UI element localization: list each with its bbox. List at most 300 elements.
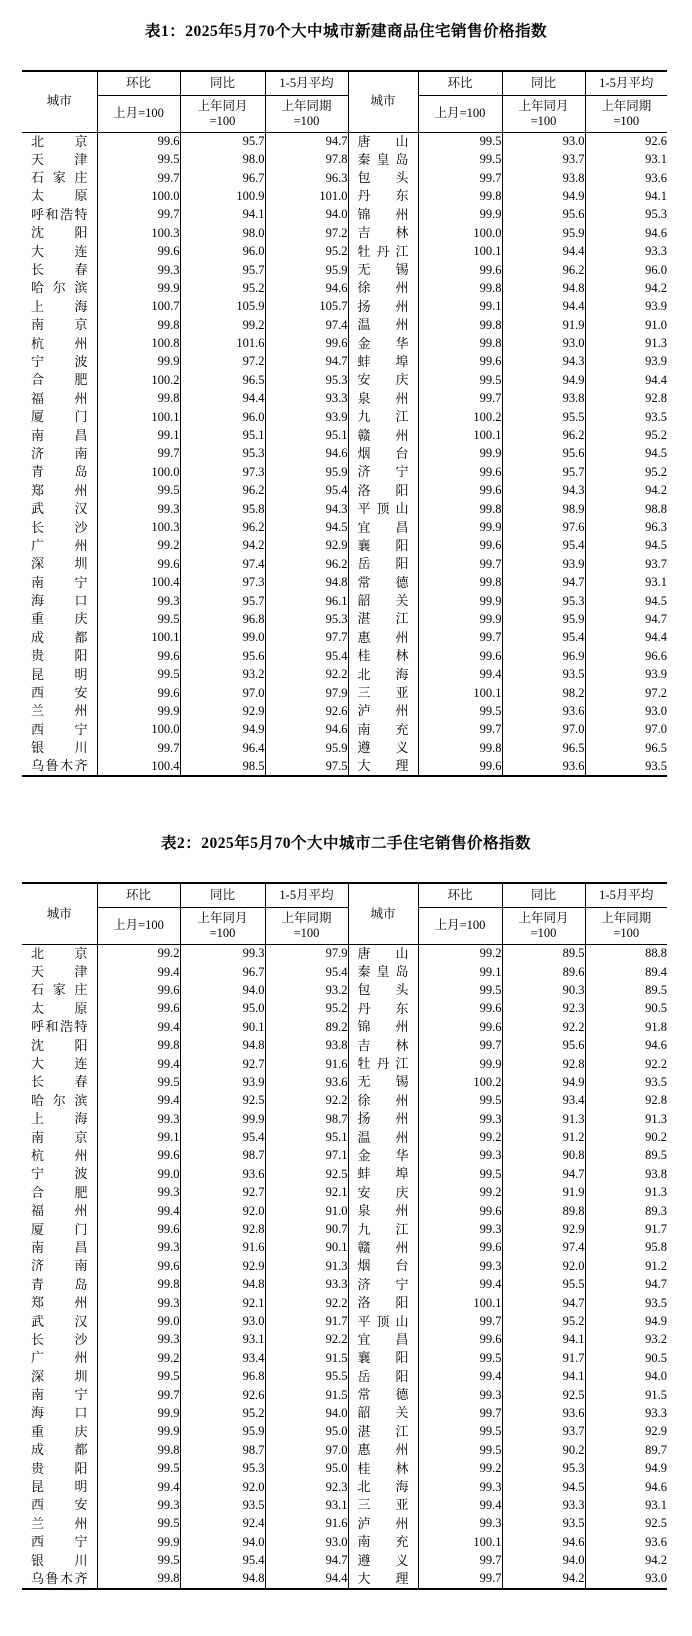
index-value: 95.1 bbox=[180, 426, 265, 444]
index-value: 100.4 bbox=[97, 573, 180, 591]
index-value: 93.1 bbox=[585, 1496, 667, 1514]
index-value: 99.2 bbox=[418, 1459, 502, 1477]
city-name: 锦 州 bbox=[348, 1018, 418, 1036]
city-name: 安 庆 bbox=[348, 1184, 418, 1202]
index-value: 91.0 bbox=[585, 316, 667, 334]
col-header-yoy: 同比 bbox=[502, 883, 585, 907]
index-value: 99.3 bbox=[97, 1331, 180, 1349]
table-row bbox=[22, 629, 667, 647]
city-name: 武 汉 bbox=[31, 1313, 88, 1329]
index-value: 95.3 bbox=[180, 1459, 265, 1477]
table-row bbox=[22, 1478, 667, 1496]
table-row bbox=[22, 981, 667, 999]
index-value: 94.8 bbox=[502, 279, 585, 297]
index-value: 91.3 bbox=[265, 1257, 348, 1275]
city-name: 温 州 bbox=[348, 1128, 418, 1146]
city-name: 太 原 bbox=[31, 1000, 88, 1016]
index-value: 99.5 bbox=[97, 1367, 180, 1385]
index-value: 95.4 bbox=[502, 629, 585, 647]
index-value: 95.1 bbox=[265, 1128, 348, 1146]
index-value: 91.5 bbox=[265, 1349, 348, 1367]
index-value: 96.4 bbox=[180, 739, 265, 757]
col-subheader-mom-base: 上月=100 bbox=[418, 907, 502, 944]
index-value: 94.7 bbox=[502, 1165, 585, 1183]
index-value: 99.3 bbox=[97, 1110, 180, 1128]
index-value: 99.5 bbox=[97, 1515, 180, 1533]
index-value: 96.2 bbox=[502, 426, 585, 444]
index-value: 99.5 bbox=[97, 1551, 180, 1569]
index-value: 93.9 bbox=[502, 555, 585, 573]
index-value: 93.0 bbox=[265, 1533, 348, 1551]
index-value: 93.0 bbox=[502, 334, 585, 352]
index-value: 99.7 bbox=[418, 1404, 502, 1422]
index-value: 99.4 bbox=[97, 1478, 180, 1496]
city-name: 三 亚 bbox=[348, 684, 418, 702]
index-value: 95.9 bbox=[265, 739, 348, 757]
city-name: 烟 台 bbox=[348, 445, 418, 463]
table-row bbox=[22, 702, 667, 720]
index-value: 93.5 bbox=[180, 1496, 265, 1514]
index-value: 95.3 bbox=[502, 1459, 585, 1477]
index-value: 89.6 bbox=[502, 963, 585, 981]
table-row bbox=[22, 1404, 667, 1422]
index-value: 99.9 bbox=[418, 206, 502, 224]
index-value: 100.0 bbox=[418, 224, 502, 242]
index-value: 95.0 bbox=[180, 1000, 265, 1018]
city-name: 韶 关 bbox=[348, 1404, 418, 1422]
index-value: 93.9 bbox=[265, 408, 348, 426]
city-name: 大 连 bbox=[31, 243, 88, 259]
second-hand-price-table bbox=[22, 882, 667, 1589]
index-value: 94.2 bbox=[585, 482, 667, 500]
index-value: 99.7 bbox=[418, 555, 502, 573]
table-row bbox=[22, 169, 667, 187]
index-value: 88.8 bbox=[585, 944, 667, 963]
subheader-line: =100 bbox=[209, 113, 236, 128]
index-value: 99.3 bbox=[97, 261, 180, 279]
index-value: 96.2 bbox=[180, 482, 265, 500]
city-name: 天 津 bbox=[31, 151, 88, 167]
index-value: 95.7 bbox=[180, 592, 265, 610]
index-value: 93.9 bbox=[180, 1073, 265, 1091]
index-value: 99.4 bbox=[418, 1496, 502, 1514]
city-name: 蚌 埠 bbox=[348, 1165, 418, 1183]
index-value: 99.0 bbox=[97, 1165, 180, 1183]
city-name: 厦 门 bbox=[31, 1221, 88, 1237]
index-value: 100.7 bbox=[97, 298, 180, 316]
index-value: 92.0 bbox=[180, 1202, 265, 1220]
index-value: 99.5 bbox=[418, 371, 502, 389]
table-row bbox=[22, 298, 667, 316]
index-value: 91.0 bbox=[265, 1202, 348, 1220]
index-value: 92.9 bbox=[180, 702, 265, 720]
index-value: 98.0 bbox=[180, 151, 265, 169]
index-value: 99.3 bbox=[418, 1257, 502, 1275]
index-value: 99.8 bbox=[418, 187, 502, 205]
city-name: 石 家 庄 bbox=[31, 982, 88, 998]
index-value: 93.3 bbox=[502, 1496, 585, 1514]
index-value: 99.5 bbox=[97, 1459, 180, 1477]
index-value: 98.9 bbox=[502, 500, 585, 518]
index-value: 93.2 bbox=[180, 665, 265, 683]
index-value: 94.4 bbox=[265, 1570, 348, 1589]
table-row bbox=[22, 206, 667, 224]
index-value: 92.6 bbox=[585, 132, 667, 151]
table-row bbox=[22, 334, 667, 352]
index-value: 99.1 bbox=[418, 298, 502, 316]
index-value: 99.8 bbox=[418, 334, 502, 352]
city-name: 郑 州 bbox=[31, 1295, 88, 1311]
index-value: 99.7 bbox=[418, 1312, 502, 1330]
table-row bbox=[22, 944, 667, 963]
index-value: 99.2 bbox=[97, 1349, 180, 1367]
index-value: 99.4 bbox=[418, 1367, 502, 1385]
city-name: 锦 州 bbox=[348, 206, 418, 224]
index-value: 92.8 bbox=[180, 1220, 265, 1238]
col-header-yoy: 同比 bbox=[502, 71, 585, 95]
city-name: 徐 州 bbox=[348, 1092, 418, 1110]
index-value: 99.8 bbox=[418, 279, 502, 297]
city-name: 安 庆 bbox=[348, 371, 418, 389]
index-value: 96.7 bbox=[180, 963, 265, 981]
index-value: 97.4 bbox=[502, 1239, 585, 1257]
city-name: 石 家 庄 bbox=[31, 170, 88, 186]
index-value: 90.1 bbox=[180, 1018, 265, 1036]
index-value: 92.2 bbox=[265, 1294, 348, 1312]
city-name: 九 江 bbox=[348, 408, 418, 426]
city-name: 南 宁 bbox=[31, 1387, 88, 1403]
table-row bbox=[22, 316, 667, 334]
city-name: 唐 山 bbox=[348, 132, 418, 151]
index-value: 99.3 bbox=[97, 592, 180, 610]
index-value: 93.3 bbox=[585, 242, 667, 260]
index-value: 94.2 bbox=[180, 537, 265, 555]
index-value: 99.3 bbox=[97, 1184, 180, 1202]
index-value: 99.8 bbox=[418, 739, 502, 757]
city-name: 三 亚 bbox=[348, 1496, 418, 1514]
index-value: 99.5 bbox=[418, 702, 502, 720]
index-value: 93.8 bbox=[585, 1165, 667, 1183]
table-row bbox=[22, 1533, 667, 1551]
index-value: 91.9 bbox=[502, 316, 585, 334]
index-value: 96.0 bbox=[585, 261, 667, 279]
index-value: 99.7 bbox=[418, 1570, 502, 1589]
city-name: 宜 昌 bbox=[348, 1331, 418, 1349]
index-value: 99.8 bbox=[418, 500, 502, 518]
city-name: 湛 江 bbox=[348, 610, 418, 628]
index-value: 99.4 bbox=[418, 1276, 502, 1294]
index-value: 99.3 bbox=[418, 1478, 502, 1496]
index-value: 100.1 bbox=[418, 684, 502, 702]
index-value: 99.3 bbox=[418, 1515, 502, 1533]
index-value: 94.7 bbox=[265, 353, 348, 371]
col-header-city: 城市 bbox=[348, 883, 418, 944]
index-value: 89.8 bbox=[502, 1202, 585, 1220]
city-name: 天 津 bbox=[31, 964, 88, 980]
index-value: 90.7 bbox=[265, 1220, 348, 1238]
table-row bbox=[22, 665, 667, 683]
city-name: 大 连 bbox=[31, 1056, 88, 1072]
col-header-mom: 环比 bbox=[97, 71, 180, 95]
index-value: 98.0 bbox=[180, 224, 265, 242]
index-value: 98.7 bbox=[180, 1441, 265, 1459]
index-value: 95.4 bbox=[265, 647, 348, 665]
table-row bbox=[22, 1184, 667, 1202]
index-value: 94.7 bbox=[265, 132, 348, 151]
col-header-city: 城市 bbox=[22, 883, 97, 944]
index-value: 99.4 bbox=[418, 665, 502, 683]
index-value: 97.8 bbox=[265, 151, 348, 169]
index-value: 95.2 bbox=[180, 1404, 265, 1422]
index-value: 92.5 bbox=[265, 1165, 348, 1183]
city-name: 重 庆 bbox=[31, 611, 88, 627]
index-value: 99.6 bbox=[97, 555, 180, 573]
index-value: 91.2 bbox=[502, 1128, 585, 1146]
index-value: 100.1 bbox=[418, 242, 502, 260]
index-value: 94.0 bbox=[180, 1533, 265, 1551]
index-value: 94.0 bbox=[180, 981, 265, 999]
second-hand-table-body bbox=[22, 944, 667, 1588]
index-value: 99.5 bbox=[418, 151, 502, 169]
table-row bbox=[22, 261, 667, 279]
col-subheader-avg-base bbox=[585, 907, 667, 944]
col-header-avg: 1-5月平均 bbox=[265, 883, 348, 907]
city-name: 秦 皇 岛 bbox=[348, 963, 418, 981]
city-name: 南 昌 bbox=[31, 427, 88, 443]
col-header-avg: 1-5月平均 bbox=[265, 71, 348, 95]
table-row bbox=[22, 518, 667, 536]
index-value: 97.4 bbox=[180, 555, 265, 573]
table-row bbox=[22, 537, 667, 555]
city-name: 青 岛 bbox=[31, 464, 88, 480]
index-value: 99.6 bbox=[418, 757, 502, 776]
index-value: 99.4 bbox=[97, 1202, 180, 1220]
index-value: 99.3 bbox=[97, 1239, 180, 1257]
index-value: 99.8 bbox=[97, 1276, 180, 1294]
index-value: 91.3 bbox=[502, 1110, 585, 1128]
table-row bbox=[22, 1110, 667, 1128]
col-subheader-yoy-base bbox=[180, 95, 265, 132]
city-name: 长 春 bbox=[31, 262, 88, 278]
city-name: 哈 尔 滨 bbox=[31, 280, 88, 296]
index-value: 97.0 bbox=[585, 721, 667, 739]
index-value: 99.9 bbox=[97, 279, 180, 297]
city-name: 西 安 bbox=[31, 685, 88, 701]
index-value: 99.6 bbox=[418, 261, 502, 279]
index-value: 99.7 bbox=[418, 629, 502, 647]
index-value: 92.6 bbox=[265, 702, 348, 720]
index-value: 90.5 bbox=[585, 1349, 667, 1367]
city-name: 平 顶 山 bbox=[348, 1312, 418, 1330]
index-value: 93.1 bbox=[265, 1496, 348, 1514]
index-value: 96.8 bbox=[180, 1367, 265, 1385]
index-value: 99.7 bbox=[97, 445, 180, 463]
table-row bbox=[22, 1496, 667, 1514]
city-name: 贵 阳 bbox=[31, 648, 88, 664]
city-name: 平 顶 山 bbox=[348, 500, 418, 518]
index-value: 92.9 bbox=[585, 1423, 667, 1441]
index-value: 97.7 bbox=[265, 629, 348, 647]
subheader-line: =100 bbox=[209, 925, 236, 940]
index-value: 99.5 bbox=[97, 482, 180, 500]
index-value: 99.4 bbox=[97, 1055, 180, 1073]
index-value: 90.1 bbox=[265, 1239, 348, 1257]
table-row bbox=[22, 1386, 667, 1404]
city-name: 南 宁 bbox=[31, 574, 88, 590]
index-value: 99.9 bbox=[418, 1055, 502, 1073]
table-row bbox=[22, 390, 667, 408]
city-name: 广 州 bbox=[31, 1350, 88, 1366]
index-value: 98.8 bbox=[585, 500, 667, 518]
index-value: 90.8 bbox=[502, 1147, 585, 1165]
city-name: 常 德 bbox=[348, 573, 418, 591]
index-value: 95.6 bbox=[502, 1036, 585, 1054]
index-value: 101.0 bbox=[265, 187, 348, 205]
city-name: 济 宁 bbox=[348, 1276, 418, 1294]
city-name: 大 理 bbox=[348, 757, 418, 776]
index-value: 99.7 bbox=[97, 1386, 180, 1404]
index-value: 99.5 bbox=[97, 151, 180, 169]
index-value: 99.6 bbox=[97, 242, 180, 260]
index-value: 92.4 bbox=[180, 1515, 265, 1533]
city-name: 南 充 bbox=[348, 1533, 418, 1551]
table-row bbox=[22, 573, 667, 591]
index-value: 97.3 bbox=[180, 463, 265, 481]
index-value: 99.9 bbox=[97, 1404, 180, 1422]
index-value: 93.1 bbox=[180, 1331, 265, 1349]
index-value: 94.6 bbox=[265, 721, 348, 739]
col-header-city: 城市 bbox=[348, 71, 418, 132]
index-value: 99.6 bbox=[418, 1239, 502, 1257]
index-value: 95.5 bbox=[502, 408, 585, 426]
table-row bbox=[22, 445, 667, 463]
index-value: 94.0 bbox=[502, 1551, 585, 1569]
subheader-line: 上年同期 bbox=[601, 98, 652, 113]
index-value: 94.6 bbox=[585, 1478, 667, 1496]
index-value: 98.2 bbox=[502, 684, 585, 702]
index-value: 99.7 bbox=[97, 169, 180, 187]
subheader-line: 上年同期 bbox=[281, 98, 332, 113]
index-value: 99.6 bbox=[418, 353, 502, 371]
col-subheader-yoy-base bbox=[502, 95, 585, 132]
new-home-price-table bbox=[22, 70, 667, 777]
index-value: 93.6 bbox=[502, 702, 585, 720]
city-name: 上 海 bbox=[31, 1111, 88, 1127]
city-name: 南 京 bbox=[31, 1129, 88, 1145]
index-value: 99.3 bbox=[97, 1294, 180, 1312]
index-value: 95.6 bbox=[180, 647, 265, 665]
index-value: 99.4 bbox=[97, 963, 180, 981]
index-value: 93.3 bbox=[265, 1276, 348, 1294]
index-value: 97.6 bbox=[502, 518, 585, 536]
index-value: 99.7 bbox=[97, 206, 180, 224]
index-value: 101.6 bbox=[180, 334, 265, 352]
index-value: 92.7 bbox=[180, 1184, 265, 1202]
index-value: 92.2 bbox=[265, 1331, 348, 1349]
index-value: 99.3 bbox=[418, 1386, 502, 1404]
index-value: 94.4 bbox=[585, 629, 667, 647]
table-row bbox=[22, 963, 667, 981]
index-value: 95.7 bbox=[180, 261, 265, 279]
col-subheader-yoy-base bbox=[502, 907, 585, 944]
index-value: 94.0 bbox=[265, 206, 348, 224]
index-value: 93.1 bbox=[585, 573, 667, 591]
city-name: 桂 林 bbox=[348, 1459, 418, 1477]
index-value: 91.6 bbox=[265, 1515, 348, 1533]
index-value: 94.9 bbox=[502, 1073, 585, 1091]
index-value: 99.5 bbox=[418, 1423, 502, 1441]
index-value: 98.7 bbox=[265, 1110, 348, 1128]
index-value: 94.5 bbox=[502, 1478, 585, 1496]
city-name: 遵 义 bbox=[348, 1551, 418, 1569]
index-value: 99.5 bbox=[97, 610, 180, 628]
table-row bbox=[22, 224, 667, 242]
index-value: 92.1 bbox=[265, 1184, 348, 1202]
table-row bbox=[22, 482, 667, 500]
index-value: 93.3 bbox=[265, 390, 348, 408]
index-value: 94.1 bbox=[502, 1331, 585, 1349]
index-value: 94.9 bbox=[502, 371, 585, 389]
city-name: 呼 和 浩 特 bbox=[31, 206, 88, 222]
index-value: 100.1 bbox=[418, 1294, 502, 1312]
table-row bbox=[22, 1055, 667, 1073]
col-subheader-avg-base bbox=[585, 95, 667, 132]
index-value: 100.0 bbox=[97, 187, 180, 205]
index-value: 99.7 bbox=[418, 721, 502, 739]
city-name: 杭 州 bbox=[31, 1147, 88, 1163]
index-value: 97.3 bbox=[180, 573, 265, 591]
index-value: 93.4 bbox=[502, 1092, 585, 1110]
city-name: 惠 州 bbox=[348, 1441, 418, 1459]
index-value: 91.8 bbox=[585, 1018, 667, 1036]
index-value: 92.9 bbox=[502, 1220, 585, 1238]
index-value: 91.3 bbox=[585, 1110, 667, 1128]
index-value: 93.3 bbox=[585, 1404, 667, 1422]
index-value: 95.8 bbox=[180, 500, 265, 518]
table-row bbox=[22, 721, 667, 739]
city-name: 洛 阳 bbox=[348, 1294, 418, 1312]
city-name: 宁 波 bbox=[31, 353, 88, 369]
city-name: 济 南 bbox=[31, 1258, 88, 1274]
index-value: 99.7 bbox=[418, 390, 502, 408]
table-row bbox=[22, 1018, 667, 1036]
index-value: 96.0 bbox=[180, 242, 265, 260]
city-name: 广 州 bbox=[31, 537, 88, 553]
index-value: 96.9 bbox=[502, 647, 585, 665]
index-value: 99.6 bbox=[265, 334, 348, 352]
table-row bbox=[22, 1441, 667, 1459]
city-name: 兰 州 bbox=[31, 1515, 88, 1531]
table-row bbox=[22, 1202, 667, 1220]
index-value: 99.9 bbox=[97, 1533, 180, 1551]
index-value: 96.5 bbox=[502, 739, 585, 757]
index-value: 99.6 bbox=[418, 1000, 502, 1018]
col-subheader-mom-base: 上月=100 bbox=[97, 95, 180, 132]
index-value: 100.0 bbox=[97, 721, 180, 739]
city-name: 扬 州 bbox=[348, 298, 418, 316]
index-value: 94.8 bbox=[180, 1036, 265, 1054]
table-row bbox=[22, 242, 667, 260]
index-value: 99.3 bbox=[418, 1147, 502, 1165]
index-value: 94.2 bbox=[585, 279, 667, 297]
index-value: 89.5 bbox=[585, 1147, 667, 1165]
index-value: 95.6 bbox=[502, 206, 585, 224]
table-row bbox=[22, 1276, 667, 1294]
index-value: 99.6 bbox=[418, 537, 502, 555]
city-name: 赣 州 bbox=[348, 426, 418, 444]
city-name: 唐 山 bbox=[348, 944, 418, 963]
index-value: 94.5 bbox=[585, 537, 667, 555]
